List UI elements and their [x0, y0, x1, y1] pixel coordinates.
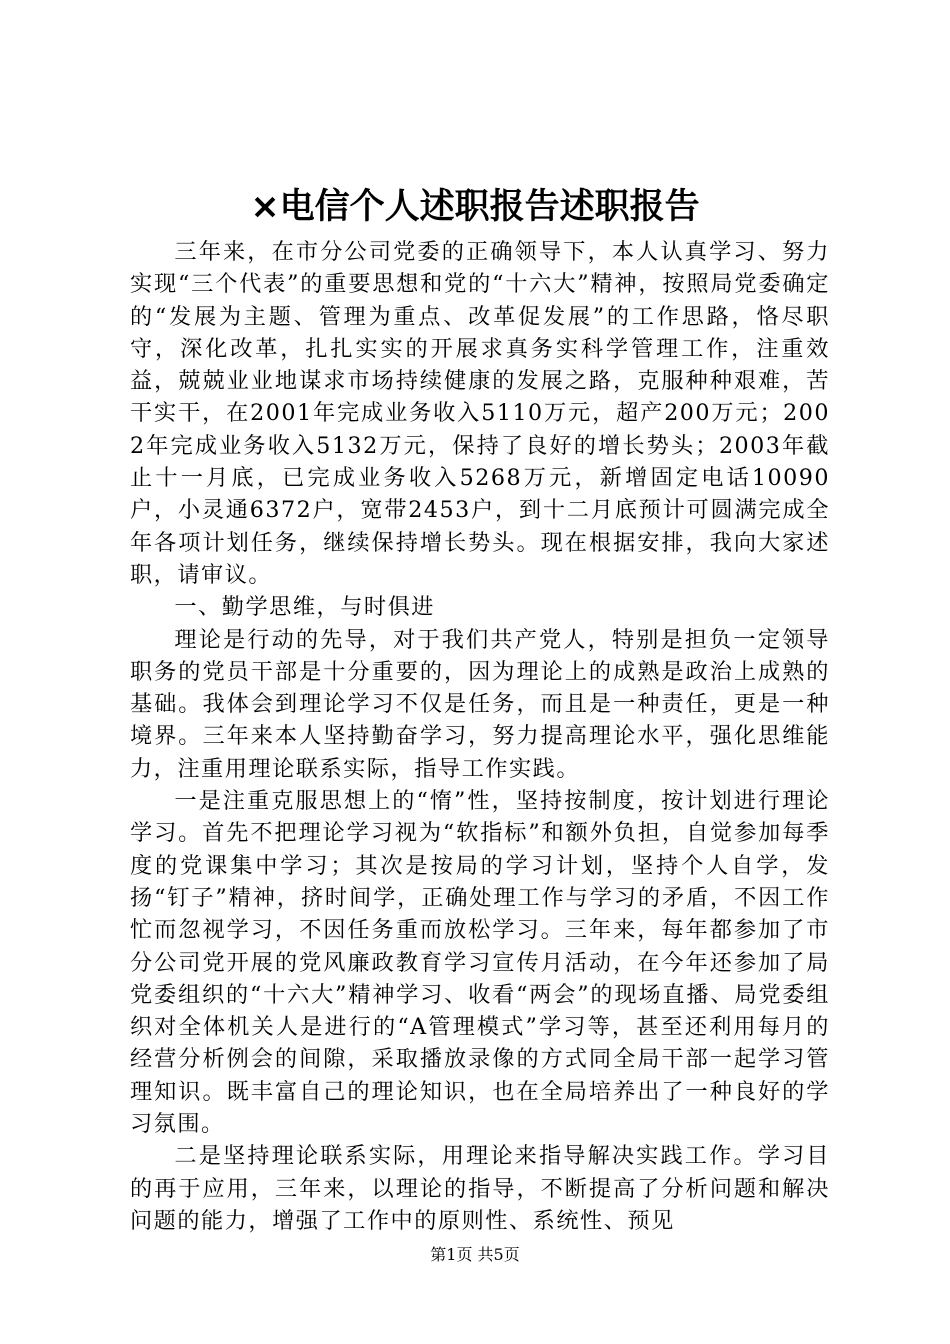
paragraph-theory: 理论是行动的先导，对于我们共产党人，特别是担负一定领导职务的党员干部是十分重要的，因为理论上的成熟是政治上成熟的基础。我体会到理论学习不仅是任务，而且是一种责任，更是一种境界。三年来本人坚持勤奋学习，努力提高理论水平，强化思维能力，注重用理论联系实际，指导工作实践。	[130, 626, 830, 782]
paragraph-intro: 三年来，在市分公司党委的正确领导下，本人认真学习、努力实现“三个代表”的重要思想和党的“十六大”精神，按照局党委确定的“发展为主题、管理为重点、改革促发展”的工作思路，恪尽职守，深化改革，扎扎实实的开展求真务实科学管理工作，注重效益，兢兢业业地谋求市场持续健康的发展之路，克服种种艰难，苦干实干，在2001年完成业务收入5110万元，超产200万元；2002年完成业务收入5132万元，保持了良好的增长势头；2003年截止十一月底，已完成业务收入5268万元，新增固定电话10090户，小灵通6372户，宽带2453户，到十二月底预计可圆满完成全年各项计划任务，继续保持增长势头。现在根据安排，我向大家述职，请审议。	[130, 239, 830, 588]
section-heading-1: 一、勤学思维，与时俱进	[174, 594, 435, 621]
paragraph-point-2: 二是坚持理论联系实际，用理论来指导解决实践工作。学习目的再于应用，三年来，以理论的指导，不断提高了分析问题和解决问题的能力，增强了工作中的原则性、系统性、预见	[130, 1143, 830, 1234]
page-number-footer: 第1页 共5页	[430, 1245, 520, 1264]
paragraph-point-1: 一是注重克服思想上的“惰”性，坚持按制度，按计划进行理论学习。首先不把理论学习视为“软指标”和额外负担，自觉参加每季度的党课集中学习；其次是按局的学习计划，坚持个人自学，发扬“钉子”精神，挤时间学，正确处理工作与学习的矛盾，不因工作忙而忽视学习，不因任务重而放松学习。三年来，每年都参加了市分公司党开展的党风廉政教育学习宣传月活动，在今年还参加了局党委组织的“十六大”精神学习、收看“两会”的现场直播、局党委组织对全体机关人是进行的“A管理模式”学习等，甚至还利用每月的经营分析例会的间隙，采取播放录像的方式同全局干部一起学习管理知识。既丰富自己的理论知识，也在全局培养出了一种良好的学习氛围。	[130, 788, 830, 1138]
document-title: ×电信个人述职报告述职报告	[250, 187, 700, 227]
document-body	[130, 236, 830, 1237]
